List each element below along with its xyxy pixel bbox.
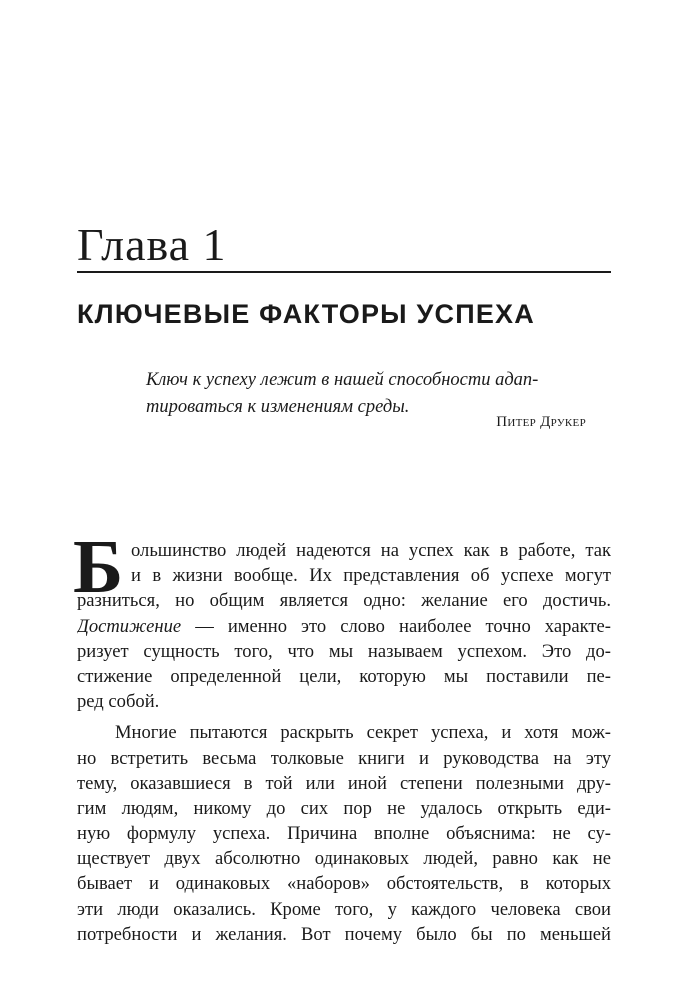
epigraph-author: Питер Друкер	[496, 414, 586, 430]
text-line: но встретить весьма толковые книги и руководства на эту	[77, 747, 611, 769]
text-line: бывает и одинаковых «наборов» обстоятельств, в которых	[77, 873, 611, 895]
text-line: Многие пытаются раскрыть секрет успеха, и хотя мож-	[115, 722, 611, 744]
text-line: ольшинство людей надеются на успех как в работе, так	[131, 540, 611, 561]
chapter-divider	[77, 271, 611, 273]
epigraph	[146, 367, 586, 430]
text-line: ризует сущность того, что мы называем успехом. Это до-	[77, 640, 611, 662]
paragraph	[77, 538, 611, 714]
text-line: гим людям, никому до сих пор не удалось открыть еди-	[77, 797, 611, 819]
text-line: ную формулу успеха. Причина вполне объяснима: не су-	[77, 823, 611, 845]
body-text	[73, 525, 611, 947]
drop-cap: Б	[73, 525, 124, 609]
text-line: потребности и желания. Вот почему было бы по меньшей	[77, 923, 611, 945]
text-line: ществует двух абсолютно одинаковых людей, равно как не	[77, 848, 611, 870]
text-line: разниться, но общим является одно: желание его достичь.	[77, 590, 611, 612]
chapter-title: КЛЮЧЕВЫЕ ФАКТОРЫ УСПЕХА	[77, 299, 535, 329]
chapter-number: Глава 1	[77, 219, 227, 270]
paragraph	[77, 720, 611, 947]
text-line: тему, оказавшиеся в той или иной степени полезными дру-	[77, 772, 611, 794]
text-line: стижение определенной цели, которую мы поставили пе-	[77, 665, 611, 687]
epigraph-quote	[146, 367, 586, 421]
emphasized-word: Достижение	[77, 615, 182, 637]
text-fragment: — именно это слово наиболее точно характе-	[181, 615, 611, 637]
epigraph-line: тироваться к изменениям среды.	[146, 397, 410, 417]
text-line	[77, 614, 611, 639]
text-line: ред собой.	[77, 691, 160, 713]
text-line: эти люди оказались. Кроме того, у каждого человека свои	[77, 898, 611, 920]
epigraph-line: Ключ к успеху лежит в нашей способности адап-	[146, 370, 539, 390]
text-line: и в жизни вообще. Их представления об успехе могут	[131, 565, 611, 587]
